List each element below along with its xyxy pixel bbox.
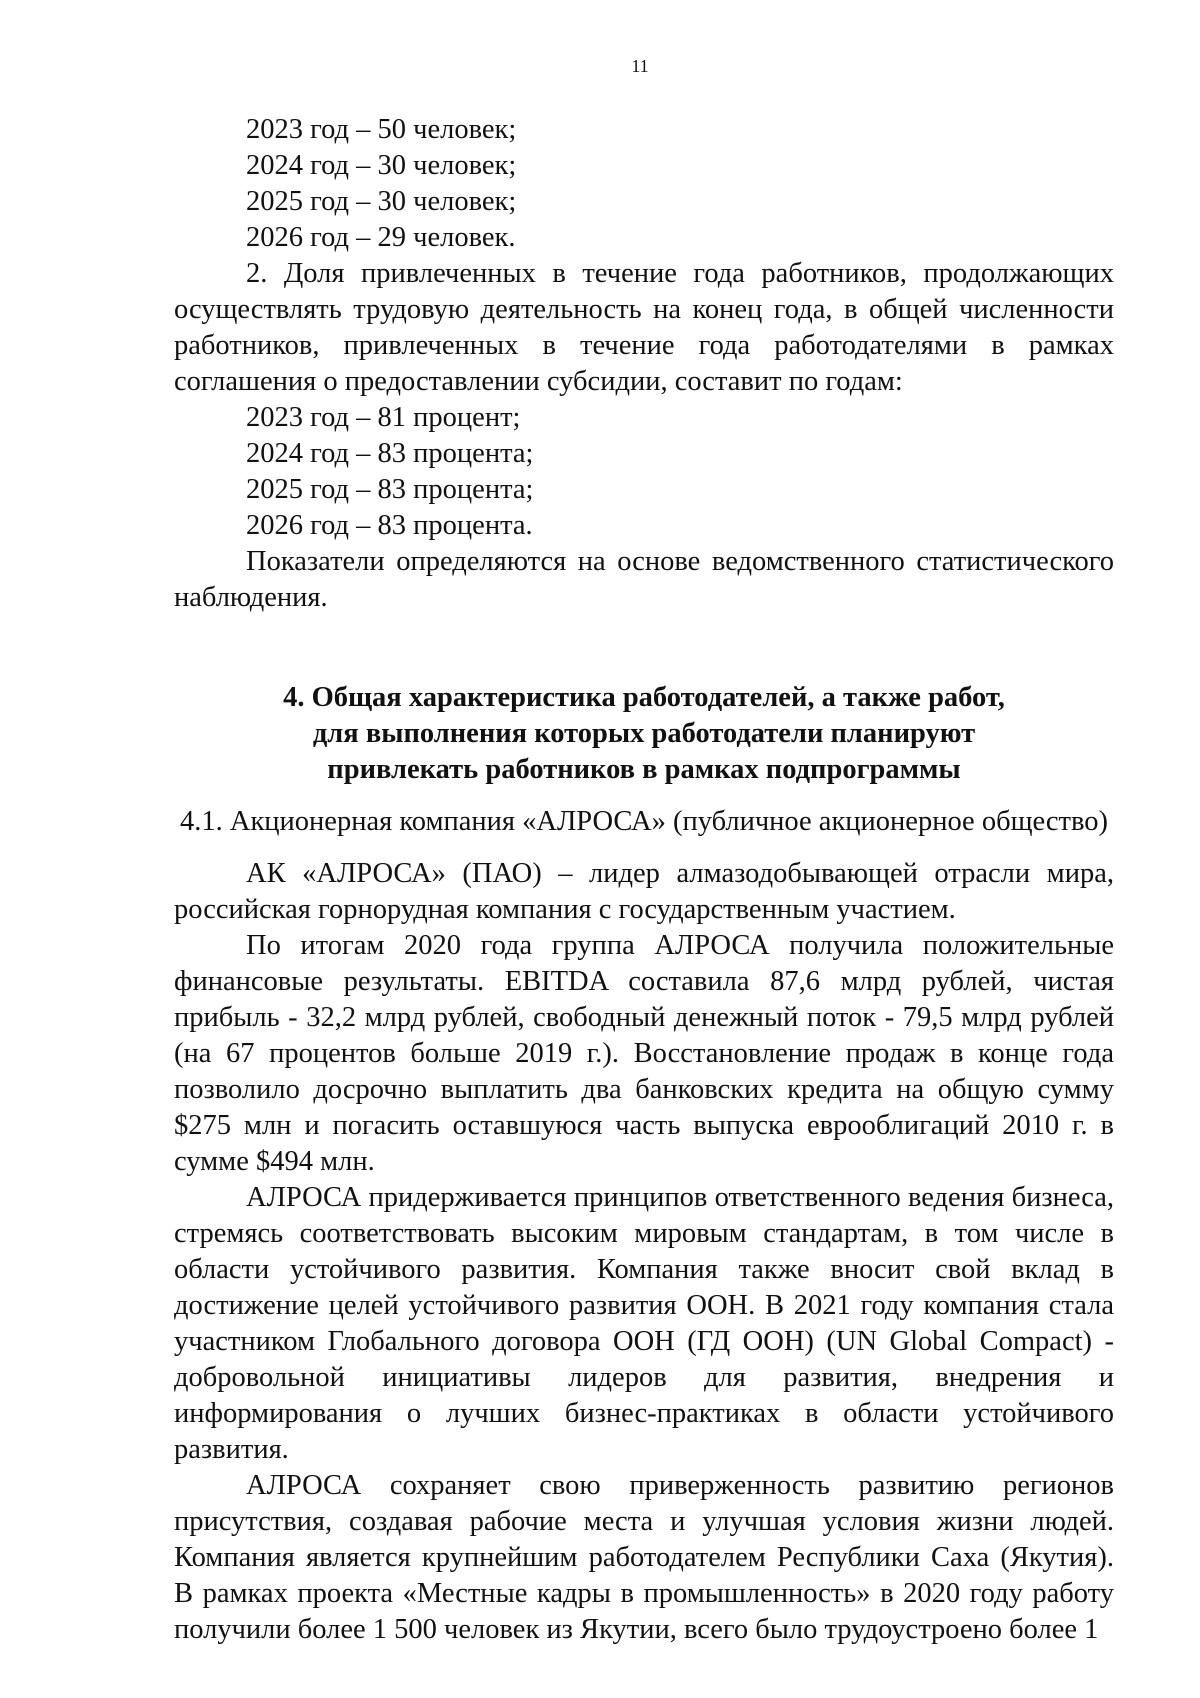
list-item-workers-2023: 2023 год – 50 человек; [246,114,517,145]
subsection-heading: 4.1. Акционерная компания «АЛРОСА» (публичное акционерное общество) [180,806,1108,837]
paragraph-alrosa-financials: По итогам 2020 года группа АЛРОСА получила положительные финансовые результаты. EBITDA составила 87,6 млрд рублей, чистая прибыль - 32,2 млрд рублей, свободный денежный поток - 79,5 млрд рублей (на 67 процентов больше 2019 г.). Восстановление продаж в конце года позволило досрочно выплатить два банковских кредита на общую сумму $275 млн и погасить оставшуюся часть выпуска еврооблигаций 2010 г. в сумме $494 млн. [174,930,1114,1177]
list-item-workers-2024: 2024 год – 30 человек; [246,150,517,181]
section-heading-line-3: привлекать работников в рамках подпрограммы [327,754,961,785]
list-item-workers-2026: 2026 год – 29 человек. [246,222,516,253]
page-number: 11 [631,56,649,76]
list-item-percent-2026: 2026 год – 83 процента. [246,510,533,541]
list-item-workers-2025: 2025 год – 30 человек; [246,186,517,217]
paragraph-alrosa-regions: АЛРОСА сохраняет свою приверженность развитию регионов присутствия, создавая рабочие места и улучшая условия жизни людей. Компания является крупнейшим работодателем Республики Саха (Якутия). В рамках проекта «Местные кадры в промышленность» в 2020 году работу получили более 1 500 человек из Якутии, всего было трудоустроено более 1 [174,1470,1114,1645]
document-body [174,112,1114,1648]
section-heading-line-2: для выполнения которых работодатели планируют [312,718,976,749]
section-heading [174,680,1114,788]
list-item-percent-2025: 2025 год – 83 процента; [246,474,534,505]
paragraph-share-of-workers: 2. Доля привлеченных в течение года работников, продолжающих осуществлять трудовую деятельность на конец года, в общей численности работников, привлеченных в течение года работодателями в рамках соглашения о предоставлении субсидии, составит по годам: [174,258,1114,397]
spacer [174,840,1114,856]
paragraph-indicators: Показатели определяются на основе ведомственного статистического наблюдения. [174,546,1114,613]
list-item-percent-2023: 2023 год – 81 процент; [246,402,521,433]
section-heading-line-1: 4. Общая характеристика работодателей, а также работ, [283,682,1005,713]
paragraph-alrosa-intro: АК «АЛРОСА» (ПАО) – лидер алмазодобывающей отрасли мира, российская горнорудная компания с государственным участием. [174,858,1114,925]
paragraph-alrosa-sustainability: АЛРОСА придерживается принципов ответственного ведения бизнеса, стремясь соответствовать высоким мировым стандартам, в том числе в области устойчивого развития. Компания также вносит свой вклад в достижение целей устойчивого развития ООН. В 2021 году компания стала участником Глобального договора ООН (ГД ООН) (UN Global Compact) - добровольной инициативы лидеров для развития, внедрения и информирования о лучших бизнес-практиках в области устойчивого развития. [174,1182,1114,1465]
list-item-percent-2024: 2024 год – 83 процента; [246,438,534,469]
